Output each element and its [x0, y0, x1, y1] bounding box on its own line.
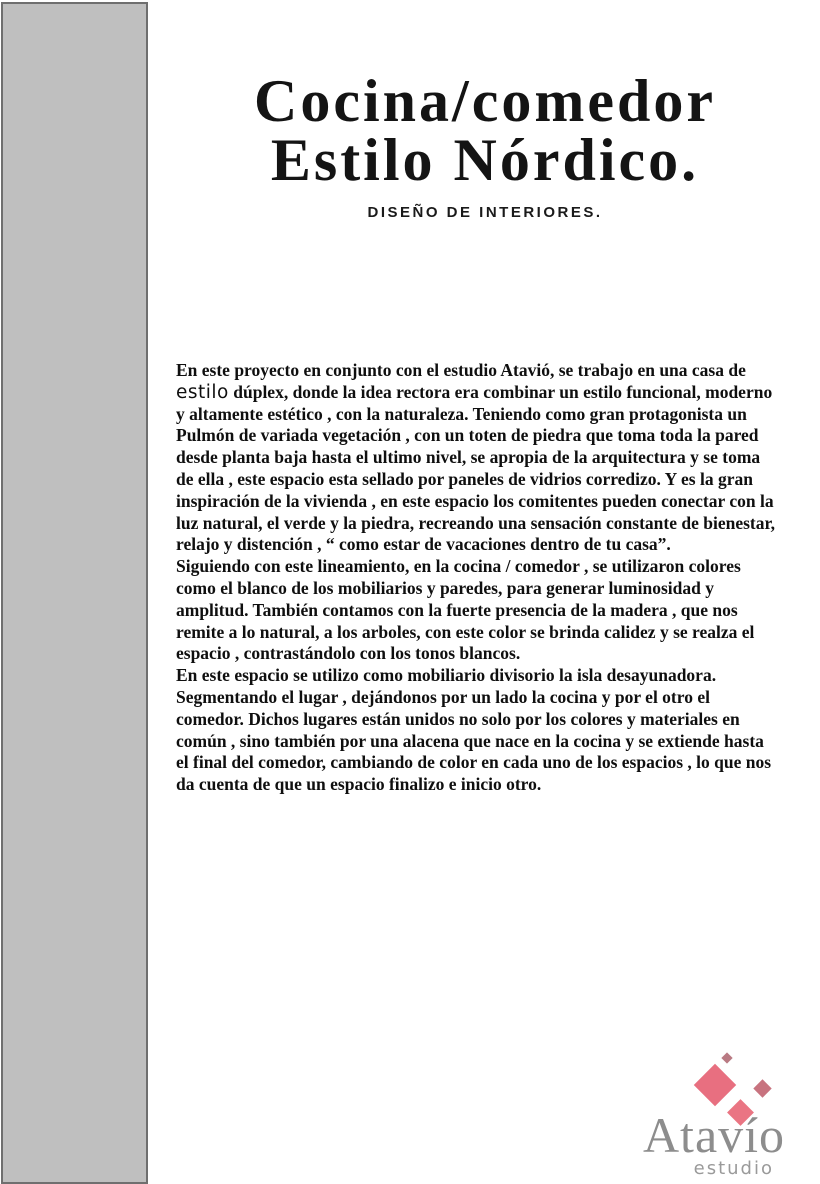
- body-line: luz natural, el verde y la piedra, recreando una sensación constante de bienestar,: [176, 512, 776, 533]
- atavio-logo: [612, 1044, 816, 1182]
- page-title: [150, 68, 820, 193]
- page-title-line2: Estilo Nórdico.: [270, 127, 700, 193]
- body-line: como el blanco de los mobiliarios y paredes, para generar luminosidad y: [176, 577, 714, 598]
- body-line: Pulmón de variada vegetación , con un toten de piedra que toma toda la pared: [176, 425, 759, 446]
- body-text: [176, 360, 820, 796]
- body-line: y altamente estético , con la naturaleza. Teniendo como gran protagonista un: [176, 403, 747, 424]
- body-line: desde planta baja hasta el ultimo nivel, se apropia de la arquitectura y se toma: [176, 447, 761, 468]
- page-title-line1: Cocina/comedor: [254, 68, 716, 134]
- body-line: En este espacio se utilizo como mobiliario divisorio la isla desayunadora.: [176, 665, 717, 686]
- estilo-word: estilo: [176, 381, 229, 403]
- diamond-icon: [753, 1079, 771, 1097]
- body-line: inspiración de la vivienda , en este espacio los comitentes pueden conectar con la: [176, 490, 774, 511]
- body-line: En este proyecto en conjunto con el estudio Atavió, se trabajo en una casa de: [176, 360, 746, 380]
- body-line: de ella , este espacio esta sellado por paneles de vidrios corredizo. Y es la gran: [176, 468, 753, 489]
- body-line: [176, 382, 820, 404]
- body-line: espacio , contrastándolo con los tonos blancos.: [176, 643, 521, 664]
- page-subtitle: DISEÑO DE INTERIORES.: [367, 204, 603, 221]
- body-line-text: dúplex, donde la idea rectora era combinar un estilo funcional, moderno: [228, 381, 773, 402]
- body-line: Segmentando el lugar , dejándonos por un lado la cocina y por el otro el: [176, 686, 710, 707]
- body-line: relajo y distención , “ como estar de vacaciones dentro de tu casa”.: [176, 534, 671, 555]
- diamond-icon: [694, 1064, 736, 1106]
- body-line: Siguiendo con este lineamiento, en la cocina / comedor , se utilizaron colores: [176, 556, 741, 577]
- body-line: da cuenta de que un espacio finalizo e inicio otro.: [176, 774, 542, 795]
- left-gray-panel: [1, 2, 148, 1184]
- body-line: remite a lo natural, a los arboles, con este color se brinda calidez y se realza el: [176, 621, 755, 642]
- logo-name: Atavío: [642, 1107, 786, 1163]
- body-line: común , sino también por una alacena que nace en la cocina y se extiende hasta: [176, 730, 764, 751]
- body-line: comedor. Dichos lugares están unidos no solo por los colores y materiales en: [176, 708, 740, 729]
- body-line: amplitud. También contamos con la fuerte presencia de la madera , que nos: [176, 599, 738, 620]
- diamond-icon: [721, 1052, 732, 1063]
- body-line: el final del comedor, cambiando de color en cada uno de los espacios , lo que nos: [176, 752, 772, 773]
- title-block: [150, 68, 820, 221]
- logo-tagline: estudio: [693, 1158, 774, 1179]
